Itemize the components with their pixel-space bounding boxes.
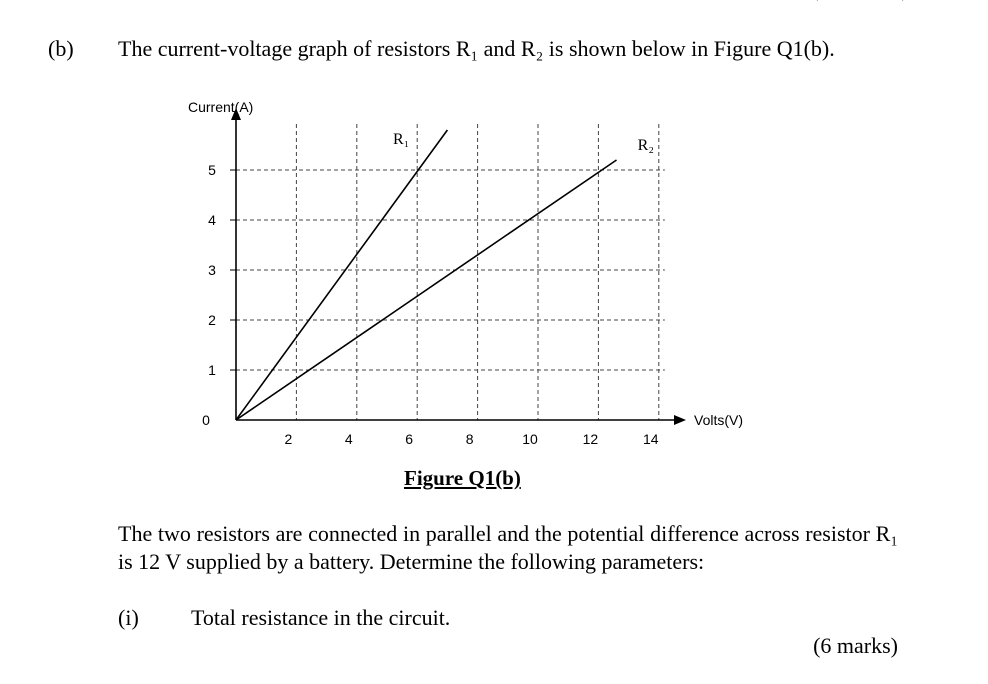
sub-question-label: (i) [118,605,139,630]
y-tick-label-5: 5 [208,162,216,178]
x-tick-label-12: 12 [582,431,599,447]
question-text: The current-voltage graph of resistors R₁ and R₂ is shown below in Figure Q1(b). [118,36,835,61]
x-axis-label: Volts(V) [694,412,744,428]
x-tick-label-4: 4 [344,431,353,447]
series-line-2 [236,160,617,420]
x-tick-label-10: 10 [522,431,538,447]
series-label-2: R₂ [637,137,654,154]
x-tick-label-14: 14 [643,431,659,447]
bracket-fragment [800,0,920,10]
y-tick-label-1: 1 [208,362,216,378]
iv-chart [150,88,790,468]
marks-label: (6 marks) [813,633,898,658]
x-tick-label-8: 8 [465,431,474,447]
question-label: (b) [48,36,74,61]
series-line-1 [236,130,447,420]
x-axis-arrow-icon [674,415,686,425]
y-tick-label-0: 0 [202,412,210,428]
y-tick-label-3: 3 [208,262,216,278]
x-tick-label-6: 6 [405,431,414,447]
y-tick-label-2: 2 [208,312,216,328]
iv-chart-svg [150,88,790,468]
y-axis-label: Current(A) [188,99,254,115]
sub-question-text: Total resistance in the circuit. [191,605,451,630]
x-tick-label-2: 2 [284,431,293,447]
y-tick-label-4: 4 [208,212,216,228]
problem-paragraph: The two resistors are connected in parallel and the potential difference across resistor R₁ is 12 V supplied by a battery. Determine the following parameters: [118,521,898,574]
figure-caption: Figure Q1(b) [404,466,521,490]
series-label-1: R₁ [393,131,410,148]
